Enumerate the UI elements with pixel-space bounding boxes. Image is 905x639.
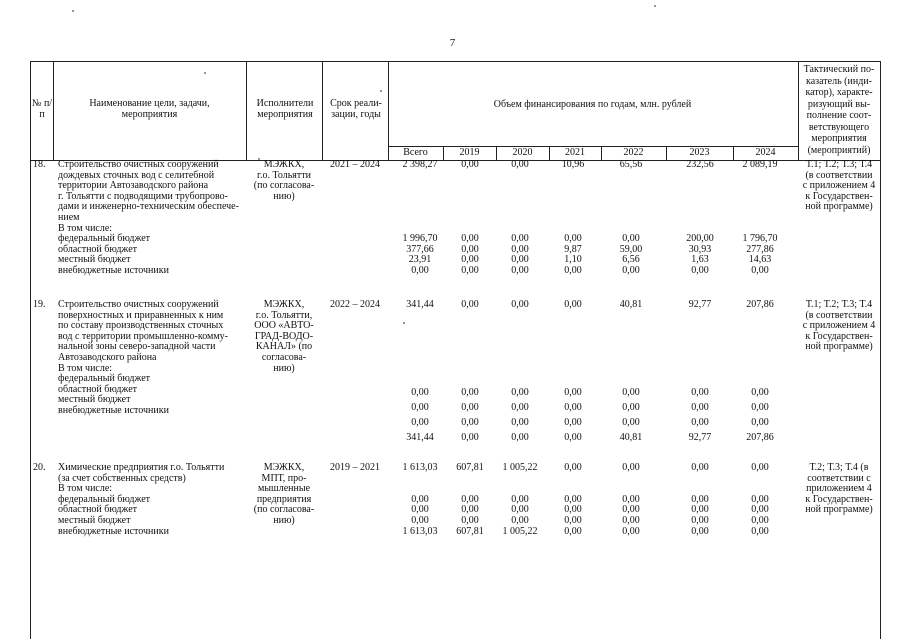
measure-name-line: внебюджетные источники — [58, 525, 169, 537]
finance-source-cell: 341,44 — [406, 432, 434, 443]
finance-source-cell: 0,00 — [461, 254, 479, 266]
measure-name-line: В том числе: — [58, 222, 113, 234]
finance-total-cell: 0,00 — [691, 462, 709, 473]
finance-source-cell: 0,00 — [461, 402, 479, 413]
tactical-indicator — [798, 463, 880, 516]
finance-source-cell: 0,00 — [461, 504, 479, 516]
measure-name-line: федеральный бюджет — [58, 493, 151, 505]
year-header: Всего — [403, 147, 428, 158]
finance-source-cell: 200,00 — [686, 233, 714, 245]
finance-source-cell: 0,00 — [691, 417, 709, 428]
finance-source-cell: 0,00 — [511, 493, 529, 505]
measure-name-line: дождевых сточных вод с селитебной — [58, 169, 215, 181]
executor-line: нию) — [273, 362, 295, 374]
finance-source-cell: 0,00 — [511, 243, 529, 255]
tactical-indicator-line: ной программе) — [805, 504, 873, 516]
executor-line: МПТ, про- — [261, 472, 307, 484]
finance-source-cell: 0,00 — [564, 233, 582, 245]
measure-name-line: местный бюджет — [58, 254, 131, 266]
finance-source-cell: 9,87 — [564, 243, 582, 255]
measure-name — [58, 300, 273, 417]
executor-line: согласова- — [261, 351, 307, 363]
finance-source-cell: 0,00 — [622, 265, 640, 276]
finance-source-cell: 0,00 — [411, 417, 429, 428]
finance-source-cell: 0,00 — [564, 265, 582, 276]
scan-speck — [72, 10, 74, 12]
finance-source-cell: 0,00 — [622, 504, 640, 516]
finance-source-cell: 0,00 — [511, 402, 529, 413]
year-header: 2022 — [623, 147, 644, 158]
finance-source-cell: 0,00 — [751, 387, 769, 398]
tactical-indicator — [798, 160, 880, 213]
finance-total-cell: 607,81 — [456, 462, 484, 473]
header-num: № п/п — [31, 98, 53, 120]
year-header: 2019 — [459, 147, 480, 158]
finance-source-cell: 0,00 — [751, 402, 769, 413]
measure-name-line: Строительство очистных сооружений — [58, 299, 219, 310]
finance-total-cell: 65,56 — [619, 159, 643, 170]
finance-source-cell: 0,00 — [691, 387, 709, 398]
finance-source-cell: 0,00 — [751, 493, 769, 505]
implementation-term: 2019 – 2021 — [330, 462, 380, 473]
finance-source-cell: 0,00 — [564, 493, 582, 505]
col-divider — [322, 61, 323, 161]
measure-name-line: территории Автозаводского района — [58, 180, 209, 192]
executor-line: ГРАД-ВОДО- — [254, 330, 314, 342]
executor-line: МЭЖКХ, — [263, 159, 305, 170]
row-number: 20. — [33, 462, 46, 473]
finance-source-cell: 607,81 — [456, 525, 484, 537]
finance-total-cell: 0,00 — [511, 299, 529, 310]
finance-total-cell: 232,56 — [686, 159, 714, 170]
measure-name-line: местный бюджет — [58, 514, 131, 526]
measure-name-line: поверхностных и приравненных к ним — [58, 309, 224, 321]
finance-source-cell: 0,00 — [411, 504, 429, 516]
measure-name-line: по составу производственных сточных — [58, 320, 224, 332]
finance-source-cell: 0,00 — [411, 265, 429, 276]
executor — [247, 463, 321, 527]
finance-source-cell: 0,00 — [564, 387, 582, 398]
finance-source-cell: 0,00 — [461, 265, 479, 276]
finance-total-cell: 1 005,22 — [502, 462, 538, 473]
measure-name-line: областной бюджет — [58, 243, 138, 255]
executor-line: КАНАЛ» (по — [255, 341, 313, 353]
finance-source-cell: 6,56 — [622, 254, 640, 266]
tactical-indicator-line: ной программе) — [805, 341, 873, 353]
tactical-indicator-line: к Государствен- — [805, 190, 873, 202]
executor-line: мышленные — [257, 483, 311, 495]
col-divider — [53, 61, 54, 161]
header-term: Срок реали- зации, годы — [330, 98, 382, 120]
year-header: 2020 — [512, 147, 533, 158]
finance-source-cell: 0,00 — [564, 504, 582, 516]
finance-source-cell: 0,00 — [751, 504, 769, 516]
finance-source-cell: 0,00 — [511, 417, 529, 428]
measure-name-line: Химические предприятия г.о. Тольятти — [58, 462, 225, 473]
finance-source-cell: 207,86 — [746, 432, 774, 443]
finance-source-cell: 0,00 — [691, 493, 709, 505]
executor-line: (по согласова- — [253, 504, 315, 516]
scan-speck — [204, 72, 206, 74]
row-number: 19. — [33, 299, 46, 310]
executor-line: ООО «АВТО- — [254, 320, 314, 332]
finance-source-cell: 1 613,03 — [402, 525, 438, 537]
finance-source-cell: 0,00 — [751, 525, 769, 537]
executor-line: г.о. Тольятти, — [255, 309, 313, 321]
finance-source-cell: 0,00 — [622, 493, 640, 505]
page-number: 7 — [449, 37, 456, 49]
finance-total-cell: 0,00 — [751, 462, 769, 473]
executor — [247, 300, 321, 374]
finance-source-cell: 14,63 — [748, 254, 772, 266]
tactical-indicator-line: Т.1; Т.2; Т.3; Т.4 — [805, 299, 873, 310]
finance-source-cell: 40,81 — [619, 432, 643, 443]
finance-source-cell: 0,00 — [511, 387, 529, 398]
measure-name-line: федеральный бюджет — [58, 233, 151, 245]
header-finance: Объем финансирования по годам, млн. рублей — [493, 99, 692, 110]
tactical-indicator-line: с приложением 4 — [802, 320, 876, 332]
executor-line: г.о. Тольятти — [257, 169, 311, 181]
finance-source-cell: 0,00 — [411, 387, 429, 398]
finance-total-cell: 2 089,19 — [742, 159, 778, 170]
measure-name-line: областной бюджет — [58, 383, 138, 395]
finance-total-cell: 341,44 — [406, 299, 434, 310]
finance-source-cell: 30,93 — [688, 243, 712, 255]
tactical-indicator — [798, 300, 880, 353]
measure-name-line: дами и инженерно-техническим обеспече- — [58, 201, 239, 213]
tactical-indicator-line: Т.1; Т.2; Т.3; Т.4 — [805, 159, 873, 170]
finance-source-cell: 0,00 — [751, 417, 769, 428]
executor — [247, 160, 321, 202]
finance-source-cell: 0,00 — [622, 387, 640, 398]
finance-source-cell: 0,00 — [622, 515, 640, 526]
finance-total-cell: 92,77 — [688, 299, 712, 310]
finance-source-cell: 0,00 — [511, 254, 529, 266]
finance-total-cell: 0,00 — [564, 299, 582, 310]
measure-name-line: нием — [58, 211, 80, 223]
executor-line: предприятия — [256, 493, 312, 505]
finance-source-cell: 92,77 — [688, 432, 712, 443]
finance-source-cell: 0,00 — [691, 265, 709, 276]
finance-source-cell: 0,00 — [751, 515, 769, 526]
finance-source-cell: 0,00 — [511, 515, 529, 526]
measure-name — [58, 463, 273, 537]
scan-speck — [258, 158, 260, 160]
finance-total-cell: 0,00 — [461, 159, 479, 170]
finance-total-cell: 207,86 — [746, 299, 774, 310]
finance-total-cell: 0,00 — [564, 462, 582, 473]
finance-source-cell: 0,00 — [461, 243, 479, 255]
executor-line: (по согласова- — [253, 180, 315, 192]
finance-source-cell: 0,00 — [461, 233, 479, 245]
year-header: 2021 — [565, 147, 585, 158]
tactical-indicator-line: с приложением 4 — [802, 180, 876, 192]
measure-name-line: В том числе: — [58, 483, 113, 495]
finance-source-cell: 0,00 — [511, 504, 529, 516]
year-header: 2024 — [755, 147, 776, 158]
finance-source-cell: 1 996,70 — [402, 233, 438, 245]
finance-source-cell: 23,91 — [408, 254, 432, 266]
executor-line: МЭЖКХ, — [263, 299, 305, 310]
finance-source-cell: 0,00 — [461, 387, 479, 398]
finance-source-cell: 0,00 — [564, 525, 582, 537]
finance-source-cell: 1,10 — [564, 254, 582, 266]
year-header: 2023 — [689, 147, 710, 158]
executor-line: нию) — [273, 514, 295, 526]
measure-name-line: Автозаводского района — [58, 351, 157, 363]
finance-total-cell: 0,00 — [461, 299, 479, 310]
finance-source-cell: 0,00 — [691, 515, 709, 526]
finance-source-cell: 0,00 — [691, 504, 709, 516]
measure-name-line: областной бюджет — [58, 504, 138, 516]
finance-source-cell: 0,00 — [511, 265, 529, 276]
finance-source-cell: 0,00 — [564, 515, 582, 526]
finance-source-cell: 277,86 — [746, 243, 774, 255]
finance-source-cell: 0,00 — [691, 525, 709, 537]
finance-total-cell: 1 613,03 — [402, 462, 438, 473]
finance-source-cell: 0,00 — [751, 265, 769, 276]
finance-source-cell: 0,00 — [511, 432, 529, 443]
finance-source-cell: 0,00 — [564, 402, 582, 413]
finance-source-cell: 0,00 — [691, 402, 709, 413]
measure-name-line: внебюджетные источники — [58, 404, 169, 416]
header-name: Наименование цели, задачи, мероприятия — [89, 98, 210, 120]
executor-line: нию) — [273, 190, 295, 202]
tactical-indicator-line: ной программе) — [805, 201, 873, 213]
measure-name-line: местный бюджет — [58, 394, 131, 406]
finance-source-cell: 0,00 — [622, 233, 640, 245]
finance-source-cell: 0,00 — [622, 417, 640, 428]
scan-speck — [403, 322, 405, 324]
finance-source-cell: 59,00 — [619, 243, 643, 255]
finance-total-cell: 10,96 — [561, 159, 585, 170]
header-tactical: Тактический по- казатель (инди- катор), характе- ризующий вы- полнение соот- ветствующего мероприятия (мероприятий) — [803, 64, 875, 156]
row-number: 18. — [33, 159, 46, 170]
finance-source-cell: 0,00 — [461, 493, 479, 505]
tactical-indicator-line: к Государствен- — [805, 330, 873, 342]
tactical-indicator-line: соответствии с — [807, 472, 871, 484]
implementation-term: 2021 – 2024 — [330, 159, 380, 170]
measure-name-line: В том числе: — [58, 362, 113, 374]
finance-source-cell: 0,00 — [411, 402, 429, 413]
measure-name-line: Строительство очистных сооружений — [58, 159, 219, 170]
tactical-indicator-line: (в соответствии — [805, 169, 873, 181]
finance-source-cell: 377,66 — [406, 243, 434, 255]
header-executor: Исполнители мероприятия — [256, 98, 314, 120]
finance-source-cell: 0,00 — [461, 515, 479, 526]
finance-source-cell: 0,00 — [411, 515, 429, 526]
finance-total-cell: 0,00 — [511, 159, 529, 170]
measure-name-line: нальной зоны северо-западной части — [58, 341, 216, 353]
finance-source-cell: 0,00 — [461, 417, 479, 428]
tactical-indicator-line: приложением 4 — [806, 483, 872, 495]
tactical-indicator-line: (в соответствии — [805, 309, 873, 321]
finance-source-cell: 1 796,70 — [742, 233, 778, 245]
finance-source-cell: 1 005,22 — [502, 525, 538, 537]
tactical-indicator-line: к Государствен- — [805, 493, 873, 505]
finance-source-cell: 0,00 — [622, 402, 640, 413]
measure-name-line: вод с территории промышленно-комму- — [58, 330, 229, 342]
measure-name-line: (за счет собственных средств) — [58, 472, 186, 484]
finance-source-cell: 0,00 — [511, 233, 529, 245]
scan-speck — [654, 5, 656, 7]
finance-total-cell: 40,81 — [619, 299, 643, 310]
col-divider — [246, 61, 247, 161]
finance-total-cell: 0,00 — [622, 462, 640, 473]
tactical-indicator-line: Т.2; Т.3; Т.4 (в — [809, 462, 869, 473]
measure-name-line: г. Тольятти с подводящими трубопрово- — [58, 190, 228, 202]
finance-source-cell: 0,00 — [461, 432, 479, 443]
measure-name-line: федеральный бюджет — [58, 373, 151, 385]
implementation-term: 2022 – 2024 — [330, 299, 380, 310]
finance-total-cell: 2 398,27 — [402, 159, 438, 170]
measure-name-line: внебюджетные источники — [58, 264, 169, 276]
finance-source-cell: 0,00 — [564, 432, 582, 443]
finance-source-cell: 0,00 — [411, 493, 429, 505]
measure-name — [58, 160, 273, 277]
executor-line: МЭЖКХ, — [263, 462, 305, 473]
finance-source-cell: 1,63 — [691, 254, 709, 266]
finance-source-cell: 0,00 — [564, 417, 582, 428]
finance-source-cell: 0,00 — [622, 525, 640, 537]
scan-speck — [380, 90, 382, 92]
